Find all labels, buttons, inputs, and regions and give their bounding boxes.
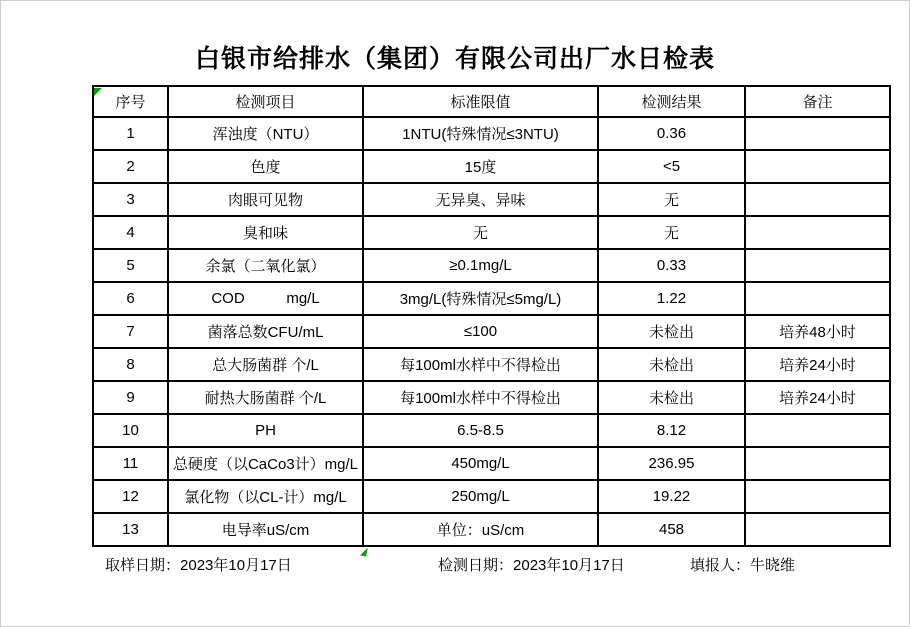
cell-item: 总大肠菌群 个/L bbox=[168, 348, 363, 381]
excel-error-indicator-icon bbox=[94, 88, 102, 96]
table-row bbox=[93, 315, 890, 348]
testing-date-value: 2023年10月17日 bbox=[513, 557, 625, 574]
daily-test-table bbox=[92, 85, 891, 547]
cell-item: 肉眼可见物 bbox=[168, 183, 363, 216]
page-title: 白银市给排水（集团）有限公司出厂水日检表 bbox=[194, 45, 715, 73]
cell-remark bbox=[745, 150, 890, 183]
cell-remark bbox=[745, 282, 890, 315]
cell-remark bbox=[745, 513, 890, 546]
testing-date-label: 检测日期： bbox=[438, 557, 514, 574]
cell-index: 9 bbox=[93, 381, 168, 414]
cell-limit: 无 bbox=[363, 216, 598, 249]
sampling-date-value: 2023年10月17日 bbox=[180, 557, 292, 574]
cell-index: 10 bbox=[93, 414, 168, 447]
header-row bbox=[93, 86, 890, 117]
cell-index: 7 bbox=[93, 315, 168, 348]
cell-limit: 450mg/L bbox=[363, 447, 598, 480]
cell-result: 无 bbox=[598, 216, 745, 249]
cell-result: 458 bbox=[598, 513, 745, 546]
cell-limit: 250mg/L bbox=[363, 480, 598, 513]
sampling-date-label: 取样日期： bbox=[105, 557, 181, 574]
cell-limit: 每100ml水样中不得检出 bbox=[363, 381, 598, 414]
cell-remark bbox=[745, 183, 890, 216]
cell-item: 浑浊度（NTU） bbox=[168, 117, 363, 150]
cell-index: 11 bbox=[93, 447, 168, 480]
header-remark: 备注 bbox=[745, 86, 890, 117]
cell-result: <5 bbox=[598, 150, 745, 183]
cell-result: 19.22 bbox=[598, 480, 745, 513]
reporter-label: 填报人： bbox=[690, 557, 751, 574]
cell-limit: ≥0.1mg/L bbox=[363, 249, 598, 282]
table-row bbox=[93, 447, 890, 480]
cell-result: 未检出 bbox=[598, 348, 745, 381]
cell-item: 余氯（二氧化氯） bbox=[168, 249, 363, 282]
cell-item: 臭和味 bbox=[168, 216, 363, 249]
table-header bbox=[93, 86, 890, 117]
table-wrapper bbox=[92, 85, 891, 547]
cell-remark: 培养24小时 bbox=[745, 381, 890, 414]
cell-limit: 每100ml水样中不得检出 bbox=[363, 348, 598, 381]
table-row bbox=[93, 513, 890, 546]
cell-item: 电导率uS/cm bbox=[168, 513, 363, 546]
header-limit: 标准限值 bbox=[363, 86, 598, 117]
cell-remark bbox=[745, 447, 890, 480]
cell-limit: 15度 bbox=[363, 150, 598, 183]
table-row bbox=[93, 249, 890, 282]
cell-result: 0.33 bbox=[598, 249, 745, 282]
cell-result: 8.12 bbox=[598, 414, 745, 447]
cell-limit: 单位：uS/cm bbox=[363, 513, 598, 546]
cell-item: 菌落总数CFU/mL bbox=[168, 315, 363, 348]
cell-limit: 3mg/L(特殊情况≤5mg/L) bbox=[363, 282, 598, 315]
cell-result: 236.95 bbox=[598, 447, 745, 480]
cell-limit: 1NTU(特殊情况≤3NTU) bbox=[363, 117, 598, 150]
cell-item: 氯化物（以CL-计）mg/L bbox=[168, 480, 363, 513]
table-row bbox=[93, 282, 890, 315]
header-result: 检测结果 bbox=[598, 86, 745, 117]
reporter bbox=[690, 554, 795, 575]
cell-limit: 6.5-8.5 bbox=[363, 414, 598, 447]
cell-remark bbox=[745, 249, 890, 282]
cell-limit: ≤100 bbox=[363, 315, 598, 348]
cell-item: 色度 bbox=[168, 150, 363, 183]
table-row bbox=[93, 183, 890, 216]
cell-index: 12 bbox=[93, 480, 168, 513]
table-row bbox=[93, 216, 890, 249]
cell-item: 耐热大肠菌群 个/L bbox=[168, 381, 363, 414]
testing-date bbox=[438, 554, 625, 575]
cell-remark bbox=[745, 117, 890, 150]
cell-result: 未检出 bbox=[598, 315, 745, 348]
cell-index: 8 bbox=[93, 348, 168, 381]
table-row bbox=[93, 150, 890, 183]
cell-limit: 无异臭、异味 bbox=[363, 183, 598, 216]
cell-item: COD mg/L bbox=[168, 282, 363, 315]
cell-result: 未检出 bbox=[598, 381, 745, 414]
table-row bbox=[93, 414, 890, 447]
cell-result: 无 bbox=[598, 183, 745, 216]
cell-item: PH bbox=[168, 414, 363, 447]
cell-remark: 培养48小时 bbox=[745, 315, 890, 348]
cell-result: 1.22 bbox=[598, 282, 745, 315]
header-index: 序号 bbox=[93, 86, 168, 117]
table-row bbox=[93, 117, 890, 150]
cell-remark bbox=[745, 480, 890, 513]
cell-remark: 培养24小时 bbox=[745, 348, 890, 381]
cell-result: 0.36 bbox=[598, 117, 745, 150]
cell-index: 2 bbox=[93, 150, 168, 183]
reporter-name: 牛晓维 bbox=[750, 557, 796, 574]
cell-index: 3 bbox=[93, 183, 168, 216]
table-row bbox=[93, 381, 890, 414]
sampling-date bbox=[105, 554, 292, 575]
table-row bbox=[93, 348, 890, 381]
cell-index: 5 bbox=[93, 249, 168, 282]
cell-index: 1 bbox=[93, 117, 168, 150]
cell-index: 4 bbox=[93, 216, 168, 249]
cell-remark bbox=[745, 414, 890, 447]
cell-index: 6 bbox=[93, 282, 168, 315]
cell-item: 总硬度（以CaCo3计）mg/L bbox=[168, 447, 363, 480]
cell-index: 13 bbox=[93, 513, 168, 546]
table-body bbox=[93, 117, 890, 546]
footer bbox=[1, 554, 909, 576]
header-item: 检测项目 bbox=[168, 86, 363, 117]
table-row bbox=[93, 480, 890, 513]
cell-remark bbox=[745, 216, 890, 249]
